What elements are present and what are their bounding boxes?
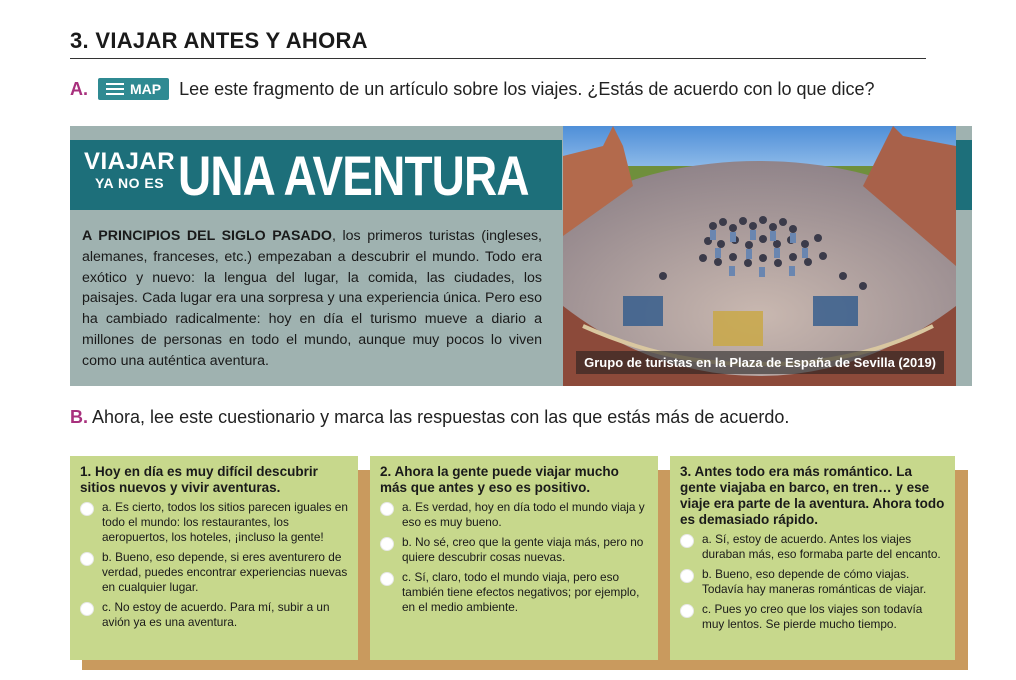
radio-button[interactable] [680, 569, 694, 583]
instruction-a-text: Lee este fragmento de un artículo sobre los viajes. ¿Estás de acuerdo con lo que dice? [179, 78, 875, 99]
article-title-small: VIAJAR YA NO ES [84, 148, 176, 191]
part-a-letter: A. [70, 78, 88, 99]
section-title: 3. VIAJAR ANTES Y AHORA [70, 28, 368, 53]
question-title: 1. Hoy en día es muy difícil descubrir sitios nuevos y vivir aventuras. [80, 464, 318, 495]
option-a[interactable]: a. Es verdad, hoy en día todo el mundo viaja y eso es muy bueno. [380, 500, 648, 530]
banner-accent [956, 140, 972, 210]
option-b[interactable]: b. Bueno, eso depende, si eres aventurero de verdad, puedes encontrar experiencias nuevas en cualquier lugar. [80, 550, 348, 595]
question-card-3 [670, 456, 955, 660]
option-a[interactable]: a. Es cierto, todos los sitios parecen iguales en todo el mundo: los restaurantes, los aeropuertos, los hoteles, ¡incluso la gente! [80, 500, 348, 545]
menu-icon [106, 83, 124, 95]
radio-button[interactable] [80, 552, 94, 566]
radio-button[interactable] [80, 602, 94, 616]
article-lead: A PRINCIPIOS DEL SIGLO PASADO [82, 228, 332, 244]
radio-button[interactable] [80, 502, 94, 516]
map-badge[interactable] [98, 78, 169, 100]
option-a[interactable]: a. Sí, estoy de acuerdo. Antes los viajes duraban más, eso formaba parte del encanto. [680, 532, 945, 562]
photo-caption: Grupo de turistas en la Plaza de España de Sevilla (2019) [576, 351, 944, 374]
radio-button[interactable] [680, 534, 694, 548]
plaza-photo-illustration [563, 126, 956, 386]
article-body [82, 226, 542, 372]
section-divider [70, 58, 926, 59]
instruction-b [70, 407, 789, 428]
question-card-2 [370, 456, 658, 660]
instruction-a [70, 78, 875, 100]
radio-button[interactable] [680, 604, 694, 618]
option-c[interactable]: c. Sí, claro, todo el mundo viaja, pero eso también tiene efectos negativos; por ejemplo, en el medio ambiente. [380, 570, 648, 615]
option-c[interactable]: c. No estoy de acuerdo. Para mí, subir a un avión ya es una aventura. [80, 600, 348, 630]
question-title: 3. Antes todo era más romántico. La gente viajaba en barco, en tren… y ese viaje era parte de la aventura. Ahora todo es demasiado rápido. [680, 464, 945, 527]
radio-button[interactable] [380, 537, 394, 551]
article-title-banner [70, 140, 562, 210]
question-title: 2. Ahora la gente puede viajar mucho más que antes y eso es positivo. [380, 464, 619, 495]
option-b[interactable]: b. No sé, creo que la gente viaja más, pero no quiere descubrir cosas nuevas. [380, 535, 648, 565]
question-card-1 [70, 456, 358, 660]
article-title-big: UNA AVENTURA [178, 144, 529, 207]
part-b-letter: B. [70, 407, 88, 427]
radio-button[interactable] [380, 572, 394, 586]
article-box [70, 126, 972, 386]
radio-button[interactable] [380, 502, 394, 516]
option-b[interactable]: b. Bueno, eso depende de cómo viajas. Todavía hay maneras románticas de viajar. [680, 567, 945, 597]
option-c[interactable]: c. Pues yo creo que los viajes son todavía muy lentos. Se pierde mucho tiempo. [680, 602, 945, 632]
map-label: MAP [130, 81, 162, 97]
article-body-text: , los primeros turistas (ingleses, alemanes, franceses, etc.) empezaban a descubrir el mundo. Todo era exótico y nuevo: la lengua del lugar, la comida, las ciudades, los paisajes. Cada lugar era una sorpresa y una experiencia única. Pero eso ha cambiado radicalmente: hoy en día el turismo mueve a diario a millones de personas en todo el mundo, aunque muy pocos lo viven como una auténtica aventura. [82, 228, 542, 369]
tourists-photo [563, 126, 956, 386]
instruction-b-text: Ahora, lee este cuestionario y marca las respuestas con las que estás más de acuerdo. [92, 407, 790, 427]
